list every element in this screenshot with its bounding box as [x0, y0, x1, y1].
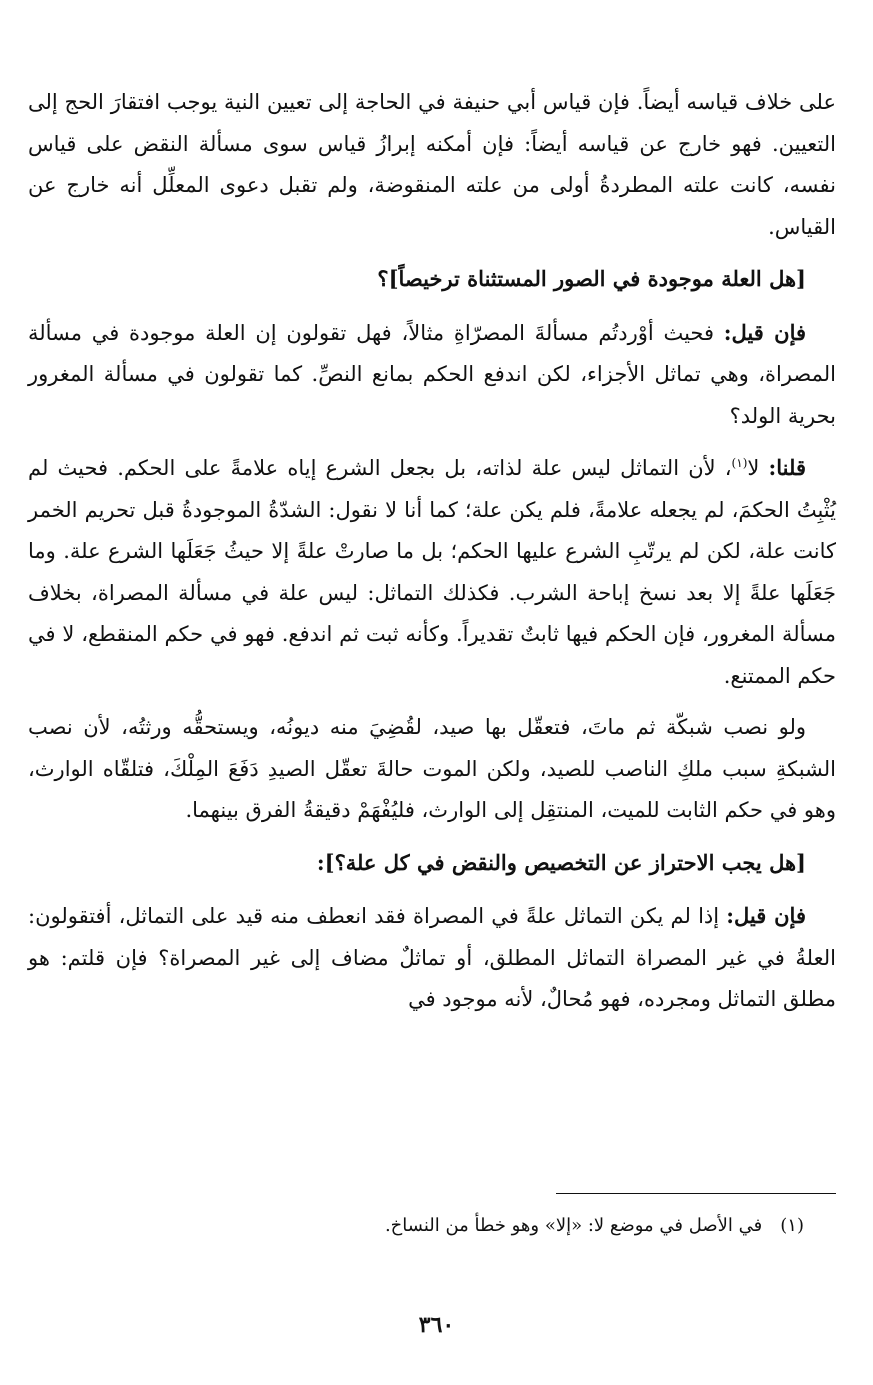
paragraph-lead: قلنا: — [768, 455, 806, 480]
paragraph-text: إذا لم يكن التماثل علةً في المصراة فقد انعطف منه قيد على التماثل، أفتقولون: العلةُ في غير المصراة التماثل المطلق، أو تماثلٌ مضاف إلى غير المصراة؟ فإن قلتم: هو مطلق التماثل ومجرده، فهو مُحالٌ، لأنه موجود في — [28, 904, 836, 1011]
footnote-number: (١) — [780, 1215, 804, 1236]
paragraph-1: على خلاف قياسه أيضاً. فإن قياس أبي حنيفة في الحاجة إلى تعيين النية يوجب افتقارَ الحج إلى التعيين. فهو خارج عن قياسه أيضاً: فإن أمكنه إبرازُ قياس سوى مسألة النقض على قياس نفسه، كانت علته المطردةُ أولى من علته المنقوضة، ولم تقبل دعوى المعلِّل أنه خارج عن القياس. — [28, 90, 836, 239]
section-heading-1: [هل العلة موجودة في الصور المستثناة ترخيصاً]؟ — [377, 266, 806, 291]
footnote-text: في الأصل في موضع لا: «إلا» وهو خطأ من النساخ. — [384, 1215, 763, 1236]
paragraph-text: فحيث أوْردتُم مسألةَ المصرّاةِ مثالاً، فهل تقولون إن العلة موجودة في مسألة المصراة، وهي تماثل الأجزاء، لكن اندفع الحكم بمانع النصِّ. كما تقولون في مسألة المغرور بحرية الولد؟ — [28, 320, 836, 428]
paragraph-2 — [28, 312, 836, 438]
paragraph-4: ولو نصب شبكّة ثم ماتَ، فتعقّل بها صيد، لقُضِيَ منه ديونُه، ويستحقُّه ورثتُه، لأن نصب الشبكةِ سبب ملكِ الناصب للصيد، ولكن الموت حالةَ تعقّل الصيدِ دَفَعَ المِلْكَ، فتلقّاه الوارث، وهو في حكم الثابت للميت، المنتقِل إلى الوارث، فليُفْهَمْ دقيقةُ الفرق بينهما. — [28, 715, 836, 822]
footnote-divider — [556, 1193, 836, 1194]
paragraph-lead: فإن قيل: — [726, 903, 806, 928]
main-text — [28, 82, 836, 1031]
paragraph-text: لا — [747, 456, 769, 480]
paragraph-text: ، لأن التماثل ليس علة لذاته، بل بجعل الشرع إياه علامةً على الحكم. فحيث لم يُثْبِتُ الحكمَ، لم يجعله علامةً، فلم يكن علة؛ كما أنا لا نقول: الشدّةُ الموجودةُ قبل تحريم الخمر كانت علة، لكن لم يرتّبِ الشرع عليها الحكم؛ بل ما صارتْ علةً إلا حيثُ جَعَلَها الشرع علة. وما جَعَلَها علةً إلا بعد نسخ إباحة الشرب. فكذلك التماثل: ليس علة في مسألة المصراة، بخلاف مسألة المغرور، فإن الحكم فيها ثابتٌ تقديراً. وكأنه ثبت ثم اندفع. فهو في حكم المنقطع، لا في حكم الممتنع. — [28, 456, 836, 688]
paragraph-5 — [28, 895, 836, 1021]
paragraph-3 — [28, 447, 836, 697]
section-heading-2: [هل يجب الاحتراز عن التخصيص والنقض في كل علة؟]: — [316, 849, 806, 875]
footnote-reference[interactable]: (١) — [731, 456, 748, 470]
footnote — [28, 1208, 804, 1244]
page-number: ٣٦٠ — [418, 1312, 455, 1338]
paragraph-lead: فإن قيل: — [723, 319, 807, 345]
